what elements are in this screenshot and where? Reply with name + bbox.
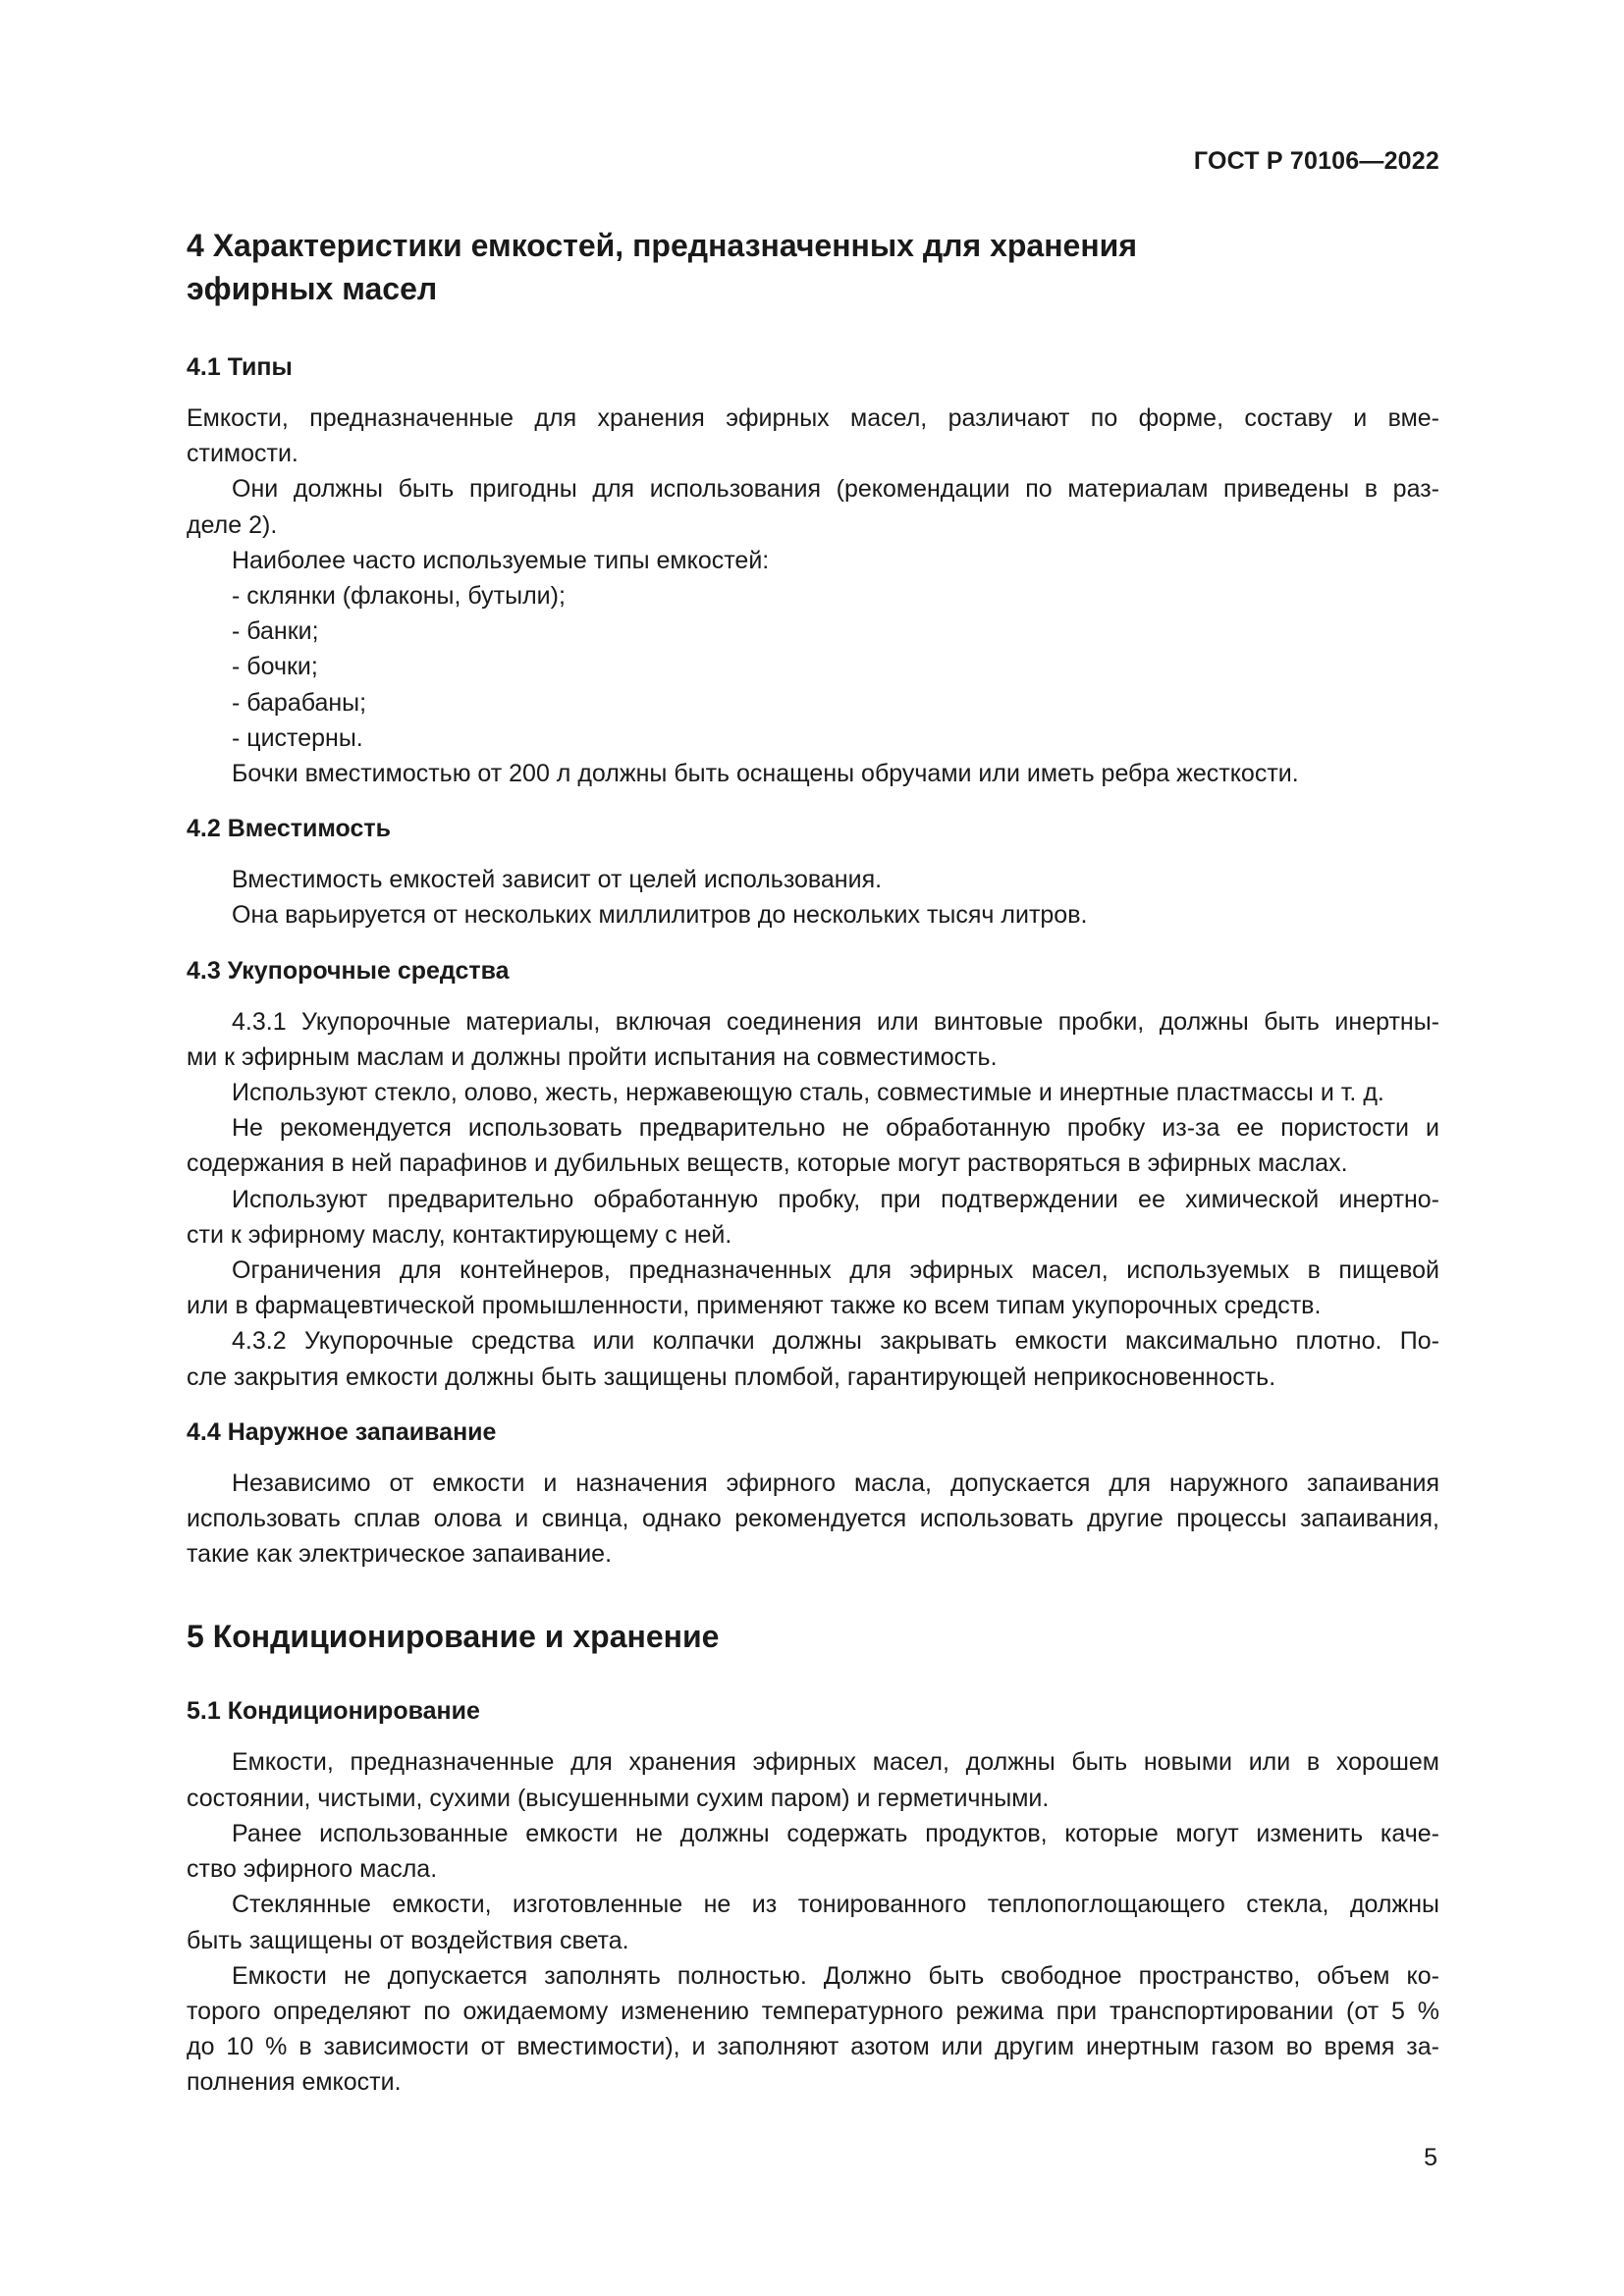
paragraph-5-1 (187, 1744, 1439, 2100)
subsection-4-1-title: 4.1 Типы (187, 353, 293, 381)
text-line: Емкости не допускается заполнять полностью. Должно быть свободное пространство, объем ко- (232, 1961, 1439, 1990)
list-item: - склянки (флаконы, бутыли); (232, 582, 566, 611)
paragraph-4-1-a (187, 400, 1439, 791)
subsection-4-1-heading (187, 349, 1439, 385)
text-line: состоянии, чистыми, сухими (высушенными сухим паром) и герметичными. (187, 1784, 1050, 1812)
subsection-4-2-heading (187, 811, 1439, 846)
text-line: быть защищены от воздействия света. (187, 1926, 629, 1954)
text-line: использовать сплав олова и свинца, однако рекомендуется использовать другие процессы запаивания, (187, 1505, 1439, 1533)
text-line: Стеклянные емкости, изготовленные не из тонированного теплопоглощающего стекла, должны (232, 1891, 1439, 1919)
text-line: Используют предварительно обработанную пробку, при подтверждении ее химической инертно- (232, 1185, 1439, 1213)
paragraph-4-3 (187, 1004, 1439, 1395)
text-line: сле закрытия емкости должны быть защищены пломбой, гарантирующей неприкосновенность. (187, 1362, 1276, 1391)
paragraph-4-4 (187, 1466, 1439, 1573)
section-4-heading-line-2: эфирных масел (187, 271, 438, 306)
text-line: Наиболее часто используемые типы емкостей: (232, 546, 770, 574)
list-item: - цистерны. (232, 723, 363, 752)
document-body (187, 224, 1439, 2101)
section-5-title: 5 Кондиционирование и хранение (187, 1619, 720, 1655)
text-line: сти к эфирному маслу, контактирующему с ней. (187, 1220, 732, 1249)
text-line: Используют стекло, олово, жесть, нержавеющую сталь, совместимые и инертные пластмассы и т. д. (232, 1079, 1384, 1107)
text-line: ство эфирного масла. (187, 1855, 438, 1884)
page-number: 5 (1424, 2144, 1437, 2171)
subsection-4-3-heading (187, 953, 1439, 988)
section-5-heading (187, 1615, 1439, 1658)
text-line: Не рекомендуется использовать предварительно не обработанную пробку из-за ее пористости и (232, 1114, 1439, 1143)
text-line: Ограничения для контейнеров, предназначенных для эфирных масел, используемых в пищевой (232, 1256, 1439, 1285)
subsection-4-3-title: 4.3 Укупорочные средства (187, 956, 510, 985)
subsection-4-4-heading (187, 1415, 1439, 1450)
text-line: торого определяют по ожидаемому изменению температурного режима при транспортировании (от 5 % (187, 1997, 1439, 2025)
paragraph-4-2 (187, 862, 1439, 933)
text-line: Емкости, предназначенные для хранения эфирных масел, различают по форме, составу и вме- (187, 404, 1439, 432)
subsection-5-1-title: 5.1 Кондиционирование (187, 1697, 480, 1726)
standard-code: ГОСТ Р 70106—2022 (1193, 147, 1439, 175)
text-line: деле 2). (187, 510, 278, 539)
text-line: такие как электрическое запаивание. (187, 1540, 613, 1569)
text-line: 4.3.2 Укупорочные средства или колпачки должны закрывать емкости максимально плотно. По- (232, 1327, 1439, 1356)
subsection-4-4-title: 4.4 Наружное запаивание (187, 1417, 497, 1446)
text-line: полнения емкости. (187, 2068, 402, 2097)
text-line: Ранее использованные емкости не должны содержать продуктов, которые могут изменить каче- (232, 1819, 1439, 1847)
list-item: - банки; (232, 617, 319, 646)
text-line: Емкости, предназначенные для хранения эфирных масел, должны быть новыми или в хорошем (232, 1748, 1439, 1777)
section-4-heading (187, 224, 1439, 310)
subsection-4-2-title: 4.2 Вместимость (187, 815, 391, 843)
list-item: - барабаны; (232, 688, 367, 717)
subsection-5-1-heading (187, 1693, 1439, 1729)
text-line: до 10 % в зависимости от вместимости), и заполняют азотом или другим инертным газом во время за- (187, 2033, 1439, 2061)
text-line: Бочки вместимостью от 200 л должны быть оснащены обручами или иметь ребра жесткости. (232, 760, 1299, 788)
text-line: ми к эфирным маслам и должны пройти испытания на совместимость. (187, 1042, 998, 1071)
text-line: Вместимость емкостей зависит от целей использования. (232, 866, 883, 894)
text-line: Они должны быть пригодны для использования (рекомендации по материалам приведены в раз- (232, 475, 1439, 504)
section-4-heading-line-1: 4 Характеристики емкостей, предназначенных для хранения (187, 228, 1137, 263)
text-line: Независимо от емкости и назначения эфирного масла, допускается для наружного запаивания (232, 1468, 1439, 1497)
text-line: содержания в ней парафинов и дубильных веществ, которые могут растворяться в эфирных маслах. (187, 1149, 1348, 1178)
list-item: - бочки; (232, 653, 318, 681)
text-line: Она варьируется от нескольких миллилитров до нескольких тысяч литров. (232, 901, 1088, 930)
text-line: или в фармацевтической промышленности, применяют также ко всем типам укупорочных средств. (187, 1292, 1322, 1320)
text-line: 4.3.1 Укупорочные материалы, включая соединения или винтовые пробки, должны быть инертны- (232, 1007, 1439, 1036)
text-line: стимости. (187, 440, 298, 468)
